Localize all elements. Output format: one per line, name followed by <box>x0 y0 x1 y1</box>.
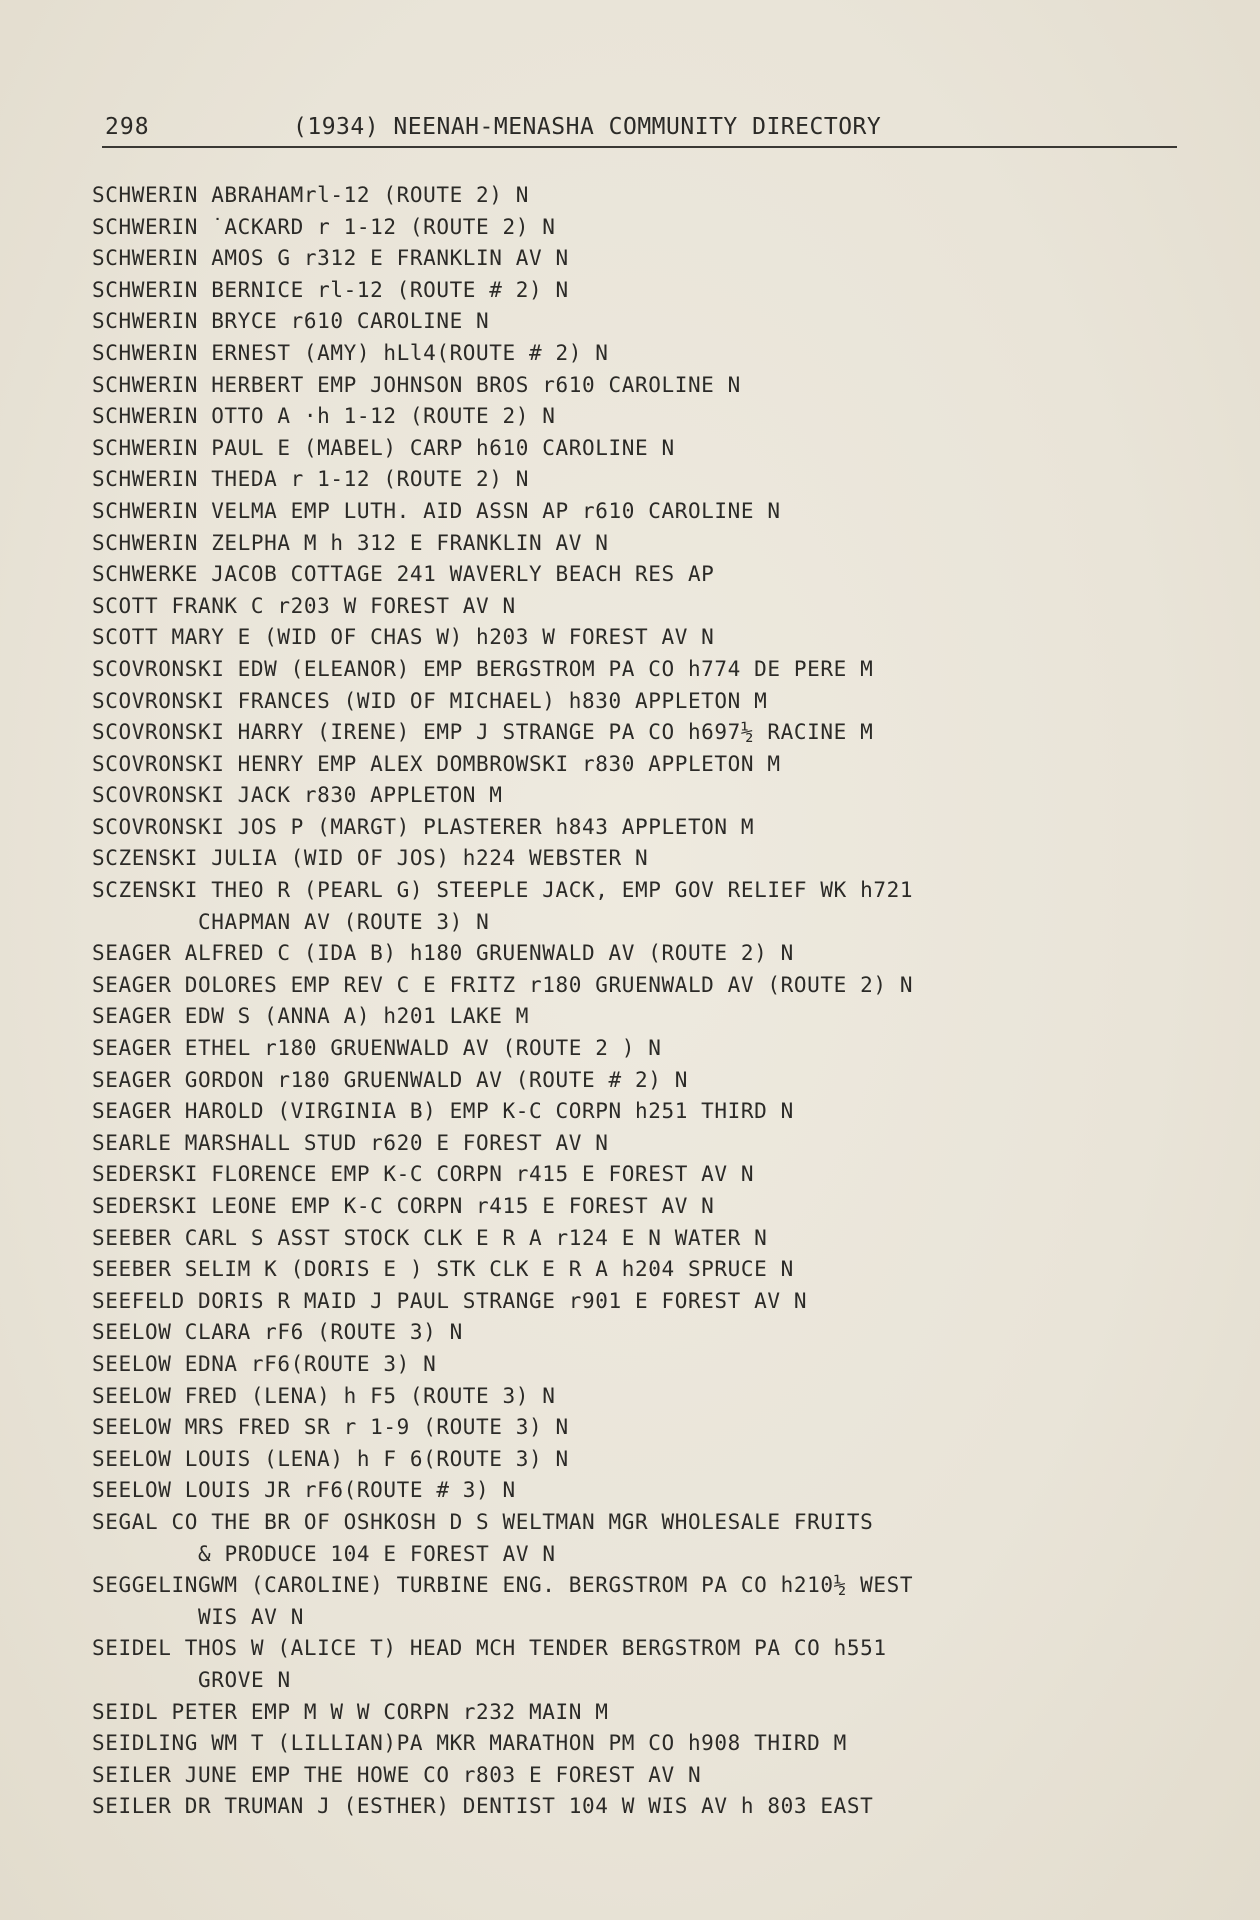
directory-entry: SEARLE MARSHALL STUD r620 E FOREST AV N <box>92 1130 609 1155</box>
directory-entry: SEGGELINGWM (CAROLINE) TURBINE ENG. BERGSTROM PA CO h210½ WEST <box>92 1573 914 1598</box>
directory-entry-continuation: & PRODUCE 104 E FOREST AV N <box>198 1541 556 1566</box>
directory-entry: SEILER JUNE EMP THE HOWE CO r803 E FOREST AV N <box>92 1762 702 1787</box>
directory-entry: SCOVRONSKI HENRY EMP ALEX DOMBROWSKI r830 APPLETON M <box>92 751 781 776</box>
directory-entry: SEELOW EDNA rF6(ROUTE 3) N <box>92 1351 437 1376</box>
directory-entry: SCHWERIN ERNEST (AMY) hLl4(ROUTE # 2) N <box>92 340 609 365</box>
directory-entry: SCHWERKE JACOB COTTAGE 241 WAVERLY BEACH RES AP <box>92 562 715 587</box>
directory-entry: SEDERSKI FLORENCE EMP K-C CORPN r415 E FOREST AV N <box>92 1162 755 1187</box>
directory-entry: SEELOW LOUIS (LENA) h F 6(ROUTE 3) N <box>92 1446 569 1471</box>
directory-entry: SEIDLING WM T (LILLIAN)PA MKR MARATHON PM CO h908 THIRD M <box>92 1731 847 1756</box>
directory-entry: SCOVRONSKI EDW (ELEANOR) EMP BERGSTROM PA CO h774 DE PERE M <box>92 656 874 681</box>
directory-entry-continuation: WIS AV N <box>198 1604 304 1629</box>
directory-entry: SEAGER ALFRED C (IDA B) h180 GRUENWALD AV (ROUTE 2) N <box>92 941 794 966</box>
directory-entry: SCZENSKI JULIA (WID OF JOS) h224 WEBSTER N <box>92 846 649 871</box>
directory-entry: SCHWERIN ˙ACKARD r 1-12 (ROUTE 2) N <box>92 214 556 239</box>
directory-entry: SCOTT MARY E (WID OF CHAS W) h203 W FOREST AV N <box>92 625 715 650</box>
directory-entry: SCHWERIN AMOS G r312 E FRANKLIN AV N <box>92 246 569 271</box>
directory-entry: SEAGER EDW S (ANNA A) h201 LAKE M <box>92 1004 530 1029</box>
directory-entry: SEEBER CARL S ASST STOCK CLK E R A r124 E N WATER N <box>92 1225 768 1250</box>
header-rule <box>102 146 1177 148</box>
directory-entry-continuation: GROVE N <box>198 1667 291 1692</box>
directory-entry: SEGAL CO THE BR OF OSHKOSH D S WELTMAN MGR WHOLESALE FRUITS <box>92 1509 874 1534</box>
page-number: 298 <box>105 114 150 140</box>
directory-entry: SCHWERIN ZELPHA M h 312 E FRANKLIN AV N <box>92 530 609 555</box>
directory-entry: SCOVRONSKI FRANCES (WID OF MICHAEL) h830 APPLETON M <box>92 688 768 713</box>
directory-entry: SEELOW FRED (LENA) h F5 (ROUTE 3) N <box>92 1383 556 1408</box>
directory-entry: SEELOW LOUIS JR rF6(ROUTE # 3) N <box>92 1478 516 1503</box>
directory-entry: SCHWERIN BERNICE rl-12 (ROUTE # 2) N <box>92 277 569 302</box>
directory-entry: SEAGER HAROLD (VIRGINIA B) EMP K-C CORPN h251 THIRD N <box>92 1099 794 1124</box>
directory-entry: SEEBER SELIM K (DORIS E ) STK CLK E R A h204 SPRUCE N <box>92 1257 794 1282</box>
directory-entry: SEIDL PETER EMP M W W CORPN r232 MAIN M <box>92 1699 609 1724</box>
directory-entry: SCHWERIN THEDA r 1-12 (ROUTE 2) N <box>92 467 530 492</box>
directory-entry: SCOVRONSKI JACK r830 APPLETON M <box>92 783 503 808</box>
directory-entry: SCHWERIN ABRAHAMrl-12 (ROUTE 2) N <box>92 183 530 207</box>
directory-entry: SCHWERIN OTTO A ·h 1-12 (ROUTE 2) N <box>92 404 556 429</box>
page-header <box>105 114 1177 154</box>
running-title: (1934) NEENAH-MENASHA COMMUNITY DIRECTORY <box>293 114 882 140</box>
directory-entry: SEAGER GORDON r180 GRUENWALD AV (ROUTE # 2) N <box>92 1067 688 1092</box>
directory-entry: SCHWERIN BRYCE r610 CAROLINE N <box>92 309 490 334</box>
directory-entry: SEAGER DOLORES EMP REV C E FRITZ r180 GRUENWALD AV (ROUTE 2) N <box>92 972 914 997</box>
directory-entry: SEELOW CLARA rF6 (ROUTE 3) N <box>92 1320 463 1345</box>
directory-entry-continuation: CHAPMAN AV (ROUTE 3) N <box>198 909 490 934</box>
directory-entry: SEDERSKI LEONE EMP K-C CORPN r415 E FOREST AV N <box>92 1194 715 1218</box>
directory-entries <box>92 180 1192 1823</box>
directory-entry: SCOTT FRANK C r203 W FOREST AV N <box>92 593 516 618</box>
directory-entry: SCHWERIN PAUL E (MABEL) CARP h610 CAROLINE N <box>92 435 675 460</box>
directory-entry: SCOVRONSKI HARRY (IRENE) EMP J STRANGE PA CO h697½ RACINE M <box>92 720 874 745</box>
directory-entry: SCZENSKI THEO R (PEARL G) STEEPLE JACK, EMP GOV RELIEF WK h721 <box>92 878 914 903</box>
directory-entry: SCHWERIN HERBERT EMP JOHNSON BROS r610 CAROLINE N <box>92 372 741 397</box>
directory-entry: SCOVRONSKI JOS P (MARGT) PLASTERER h843 APPLETON M <box>92 814 755 839</box>
directory-entry: SEIDEL THOS W (ALICE T) HEAD MCH TENDER BERGSTROM PA CO h551 <box>92 1636 887 1661</box>
directory-entry: SEAGER ETHEL r180 GRUENWALD AV (ROUTE 2 ) N <box>92 1036 662 1061</box>
directory-entry: SEILER DR TRUMAN J (ESTHER) DENTIST 104 W WIS AV h 803 EAST <box>92 1794 874 1819</box>
directory-entry: SEEFELD DORIS R MAID J PAUL STRANGE r901 E FOREST AV N <box>92 1288 808 1313</box>
directory-entry: SEELOW MRS FRED SR r 1-9 (ROUTE 3) N <box>92 1415 569 1440</box>
directory-entry: SCHWERIN VELMA EMP LUTH. AID ASSN AP r610 CAROLINE N <box>92 498 781 523</box>
